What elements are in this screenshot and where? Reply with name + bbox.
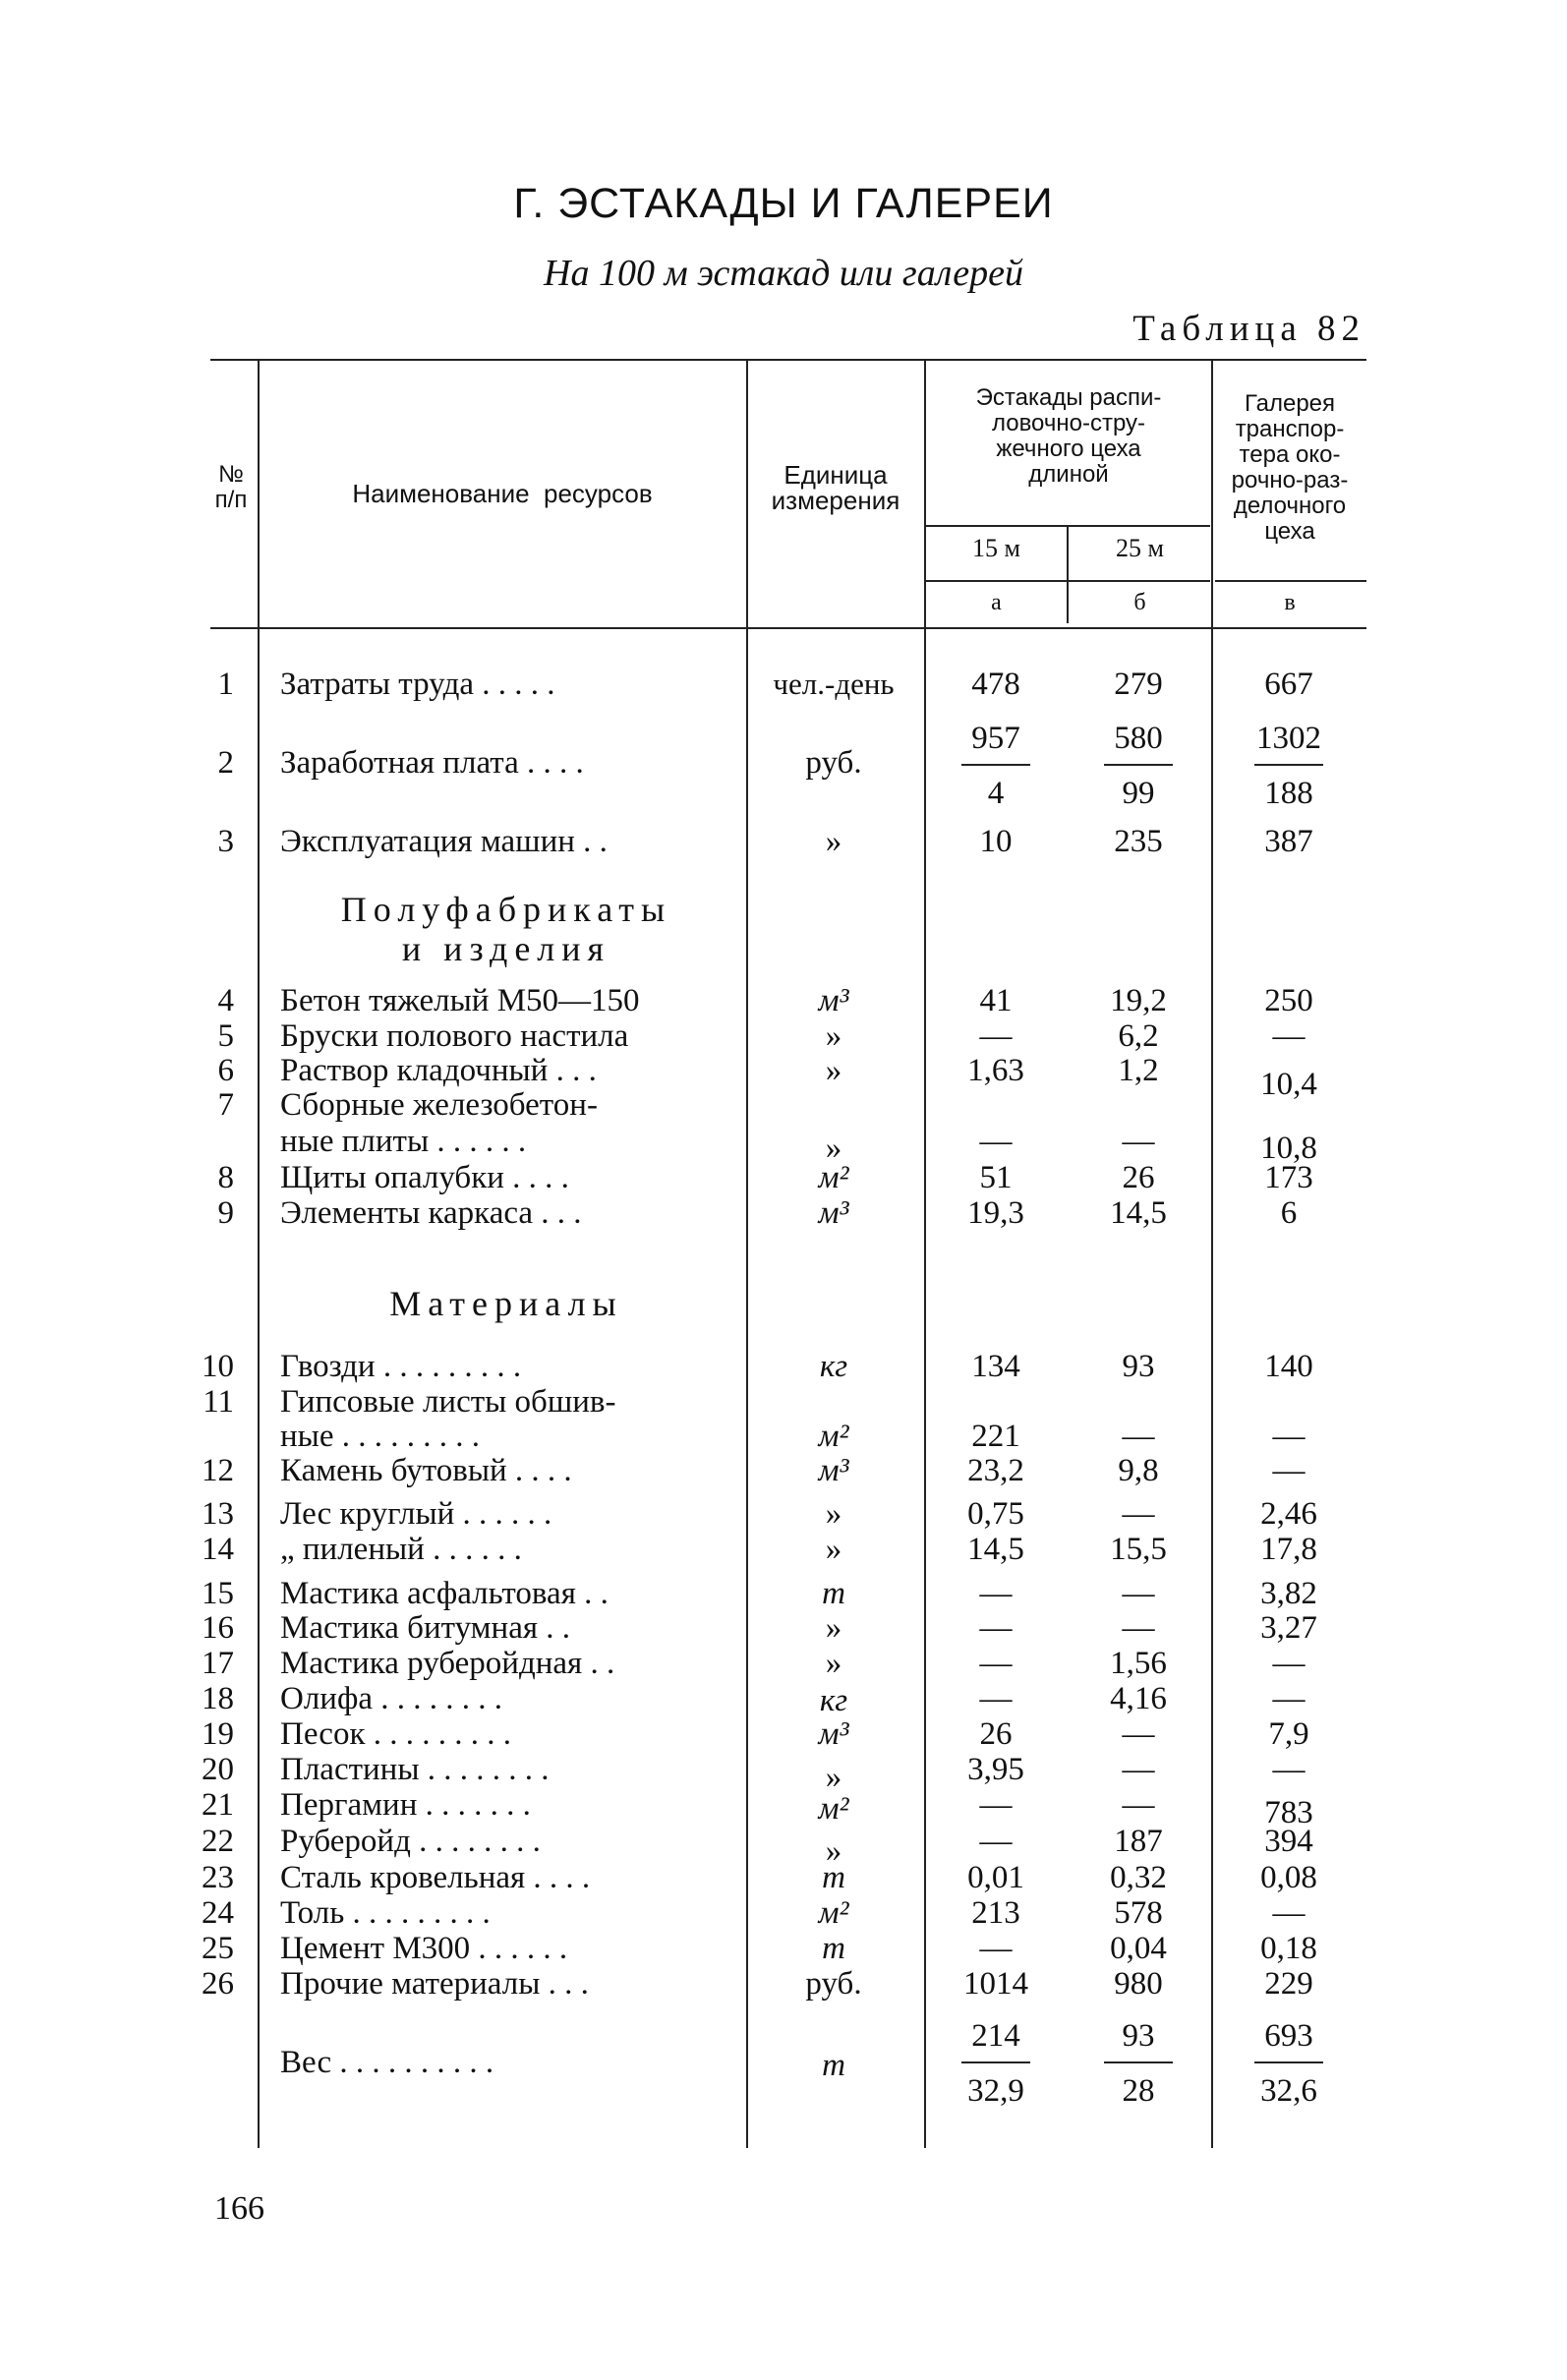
row-num: 25 [202, 1931, 234, 1966]
row-name: Щиты опалубки . . . . [280, 1160, 569, 1195]
row-val-a: 0,01 [967, 1860, 1024, 1895]
header-gallery: Галерея транспор- тера око- рочно-раз- делочного цеха [1231, 390, 1349, 545]
row-val-a: 19,3 [967, 1195, 1024, 1231]
frac-bar [1104, 764, 1173, 766]
frac-denominator: 32,6 [1260, 2073, 1317, 2109]
row-val-c: 17,8 [1260, 1532, 1317, 1567]
row-val-a: 3,95 [967, 1752, 1024, 1787]
row-val-a: 221 [971, 1419, 1020, 1454]
row-val-b: — [1122, 1496, 1155, 1532]
row-unit: т [822, 1576, 845, 1611]
row-name: Гвозди . . . . . . . . . [280, 1349, 522, 1384]
row-val-a: 134 [971, 1349, 1020, 1384]
row-name: Сборные железобетон- [280, 1087, 598, 1123]
frac-numerator: 693 [1264, 2018, 1313, 2054]
table-label: Таблица 82 [1132, 309, 1365, 349]
row-val-a: — [979, 1646, 1013, 1681]
row-unit: » [825, 1833, 842, 1869]
row-unit: м² [818, 1791, 849, 1827]
frac-numerator: 580 [1114, 721, 1163, 756]
row-name: Руберойд . . . . . . . . [280, 1824, 541, 1859]
row-frac-a [927, 721, 1065, 811]
row-unit: » [825, 1646, 842, 1681]
frac-bar [1254, 764, 1323, 766]
row-unit: м³ [818, 1716, 849, 1752]
row-num: 6 [217, 1053, 234, 1088]
row-val-b: 15,5 [1110, 1532, 1167, 1567]
row-num: 3 [217, 824, 234, 859]
row-num: 8 [217, 1160, 234, 1195]
row-num: 15 [202, 1576, 234, 1611]
row-frac-c [1215, 721, 1363, 811]
row-name: Пергамин . . . . . . . [280, 1787, 531, 1823]
row-unit: руб. [805, 1966, 862, 2002]
header-col-b: б [1133, 590, 1146, 615]
row-unit: м² [818, 1419, 849, 1454]
row-name: Пластины . . . . . . . . [280, 1752, 550, 1787]
weight-frac-b [1070, 2018, 1207, 2109]
frac-denominator: 188 [1264, 776, 1313, 811]
row-num: 26 [202, 1966, 234, 2002]
row-val-a: 10 [979, 824, 1013, 859]
row-unit: » [825, 1496, 842, 1532]
row-val-a: — [979, 1824, 1013, 1859]
row-num: 17 [202, 1646, 234, 1681]
row-val-b: — [1122, 1787, 1155, 1823]
row-num: 10 [202, 1349, 234, 1384]
row-val-b: 235 [1114, 824, 1163, 859]
row-val-a: — [979, 1610, 1013, 1646]
row-unit: » [825, 1131, 842, 1166]
row-val-c: — [1272, 1453, 1306, 1488]
row-name: Затраты труда . . . . . [280, 667, 555, 702]
frac-denominator: 32,9 [967, 2073, 1024, 2109]
weight-frac-c [1215, 2018, 1363, 2109]
row-num: 22 [202, 1824, 234, 1859]
row-name: Раствор кладочный . . . [280, 1053, 597, 1088]
row-name: Элементы каркаса . . . [280, 1195, 582, 1231]
row-val-c: 387 [1264, 824, 1313, 859]
page-title: Г. ЭСТАКАДЫ И ГАЛЕРЕИ [513, 180, 1054, 227]
subheader-rule-c [1215, 580, 1366, 582]
row-num: 1 [217, 667, 234, 702]
row-val-c: 7,9 [1268, 1716, 1309, 1752]
header-name: Наименование ресурсов [352, 479, 653, 508]
row-val-c: — [1272, 1681, 1306, 1716]
frac-bar [1104, 2061, 1173, 2063]
row-unit: м³ [818, 1195, 849, 1231]
row-unit: кг [819, 1683, 848, 1718]
row-num: 13 [202, 1496, 234, 1532]
row-name: Мастика руберойдная . . [280, 1646, 615, 1681]
row-val-c: 394 [1264, 1824, 1313, 1859]
row-val-a: 14,5 [967, 1532, 1024, 1567]
row-unit: руб. [805, 745, 862, 781]
header-len15: 15 м [972, 534, 1020, 562]
row-num: 16 [202, 1610, 234, 1646]
row-val-c: 140 [1264, 1349, 1313, 1384]
row-name: Мастика битумная . . [280, 1610, 571, 1646]
row-val-b: 980 [1114, 1966, 1163, 2002]
row-num: 7 [217, 1087, 234, 1123]
row-name-cont: ные плиты . . . . . . [280, 1124, 527, 1159]
header-len25: 25 м [1116, 534, 1164, 562]
row-num: 19 [202, 1716, 234, 1752]
row-val-b: 4,16 [1110, 1681, 1167, 1716]
row-val-c: — [1272, 1419, 1306, 1454]
row-name: Песок . . . . . . . . . [280, 1716, 511, 1752]
col-divider-3 [924, 359, 926, 2148]
row-num: 9 [217, 1195, 234, 1231]
row-val-c: 783 [1264, 1795, 1313, 1830]
header-unit: Единица измерения [771, 460, 900, 515]
row-val-a: — [979, 1018, 1013, 1054]
row-name: Бетон тяжелый М50—150 [280, 983, 640, 1018]
page-number: 166 [214, 2190, 264, 2227]
row-unit: м² [818, 1895, 849, 1931]
row-val-b: 26 [1122, 1160, 1155, 1195]
row-val-b: 1,56 [1110, 1646, 1167, 1681]
row-name: Олифа . . . . . . . . [280, 1681, 502, 1716]
col-divider-1 [258, 359, 260, 2148]
row-name: Камень бутовый . . . . [280, 1453, 572, 1488]
row-name-cont: ные . . . . . . . . . [280, 1419, 480, 1454]
row-num: 14 [202, 1532, 234, 1567]
row-val-c: — [1272, 1646, 1306, 1681]
row-val-c: — [1272, 1018, 1306, 1054]
row-unit: м³ [818, 1453, 849, 1488]
frac-numerator: 93 [1122, 2018, 1155, 2054]
row-num: 5 [217, 1018, 234, 1054]
row-val-b: 9,8 [1118, 1453, 1159, 1488]
row-val-c: 10,8 [1260, 1131, 1317, 1166]
row-val-b: — [1122, 1576, 1155, 1611]
row-val-a: — [979, 1931, 1013, 1966]
table-top-rule [210, 359, 1366, 361]
row-val-b: — [1122, 1610, 1155, 1646]
row-unit: » [825, 1610, 842, 1646]
row-val-b: — [1122, 1752, 1155, 1787]
row-num: 20 [202, 1752, 234, 1787]
row-name: Цемент М300 . . . . . . [280, 1931, 568, 1966]
row-val-c: 0,08 [1260, 1860, 1317, 1895]
row-val-c: 229 [1264, 1966, 1313, 2002]
row-name: Бруски полового настила [280, 1018, 629, 1054]
row-val-c: 2,46 [1260, 1496, 1317, 1532]
section-materials: Материалы [389, 1284, 623, 1323]
row-val-b: 187 [1114, 1824, 1163, 1859]
frac-numerator: 214 [971, 2018, 1020, 2054]
row-val-b: 93 [1122, 1349, 1155, 1384]
row-unit: » [825, 1018, 842, 1054]
row-name: „ пиленый . . . . . . [280, 1532, 522, 1567]
row-name: Толь . . . . . . . . . [280, 1895, 491, 1931]
header-group: Эстакады распи- ловочно-стру- жечного цеха длиной [975, 384, 1162, 488]
row-val-a: 41 [979, 983, 1013, 1018]
row-num: 18 [202, 1681, 234, 1716]
col-divider-5 [1211, 359, 1213, 2148]
row-num: 23 [202, 1860, 234, 1895]
row-val-c: 10,4 [1260, 1067, 1317, 1102]
frac-numerator: 957 [971, 721, 1020, 756]
frac-denominator: 4 [987, 776, 1005, 811]
row-val-b: 6,2 [1118, 1018, 1159, 1054]
weight-frac-a [927, 2018, 1065, 2109]
row-val-b: 578 [1114, 1895, 1163, 1931]
row-unit: м² [818, 1160, 849, 1195]
row-val-a: 26 [979, 1716, 1013, 1752]
header-col-c: в [1284, 590, 1296, 615]
row-name: Сталь кровельная . . . . [280, 1860, 591, 1895]
row-name: Гипсовые листы обшив- [280, 1384, 616, 1420]
weight-unit: т [822, 2048, 845, 2083]
row-val-c: 173 [1264, 1160, 1313, 1195]
header-num: № п/п [214, 461, 248, 513]
frac-numerator: 1302 [1256, 721, 1321, 756]
header-col-a: а [991, 590, 1002, 615]
row-val-c: 250 [1264, 983, 1313, 1018]
row-unit: » [825, 1532, 842, 1567]
row-val-c: 667 [1264, 667, 1313, 702]
row-val-a: 1014 [963, 1966, 1028, 2002]
row-val-b: 19,2 [1110, 983, 1167, 1018]
row-unit: » [825, 1053, 842, 1088]
row-val-a: — [979, 1124, 1013, 1159]
row-val-c: 0,18 [1260, 1931, 1317, 1966]
row-val-a: 0,75 [967, 1496, 1024, 1532]
frac-denominator: 99 [1122, 776, 1155, 811]
row-unit: м³ [818, 983, 849, 1018]
row-val-a: — [979, 1681, 1013, 1716]
row-num: 2 [217, 745, 234, 781]
row-unit: » [825, 1760, 842, 1795]
row-val-a: 51 [979, 1160, 1013, 1195]
frac-bar [1254, 2061, 1323, 2063]
row-val-c: — [1272, 1752, 1306, 1787]
frac-bar [961, 2061, 1030, 2063]
row-val-b: — [1122, 1124, 1155, 1159]
row-val-c: 6 [1280, 1195, 1298, 1231]
row-val-c: — [1272, 1895, 1306, 1931]
frac-denominator: 28 [1122, 2073, 1155, 2109]
frac-bar [961, 764, 1030, 766]
row-val-a: — [979, 1787, 1013, 1823]
row-val-b: — [1122, 1419, 1155, 1454]
row-num: 24 [202, 1895, 234, 1931]
row-val-b: 14,5 [1110, 1195, 1167, 1231]
row-num: 11 [203, 1384, 234, 1420]
row-num: 12 [202, 1453, 234, 1488]
row-val-b: — [1122, 1716, 1155, 1752]
row-val-b: 279 [1114, 667, 1163, 702]
row-val-a: 1,63 [967, 1053, 1024, 1088]
row-num: 21 [202, 1787, 234, 1823]
row-val-c: 3,82 [1260, 1576, 1317, 1611]
row-val-a: 478 [971, 667, 1020, 702]
row-unit: кг [819, 1349, 848, 1384]
row-val-c: 3,27 [1260, 1610, 1317, 1646]
row-val-b: 0,04 [1110, 1931, 1167, 1966]
row-val-a: 213 [971, 1895, 1020, 1931]
row-name: Эксплуатация машин . . [280, 824, 608, 859]
row-name: Заработная плата . . . . [280, 745, 584, 781]
section-semi-products: Полуфабрикаты и изделия [340, 890, 672, 968]
page-subtitle: На 100 м эстакад или галерей [544, 253, 1023, 294]
row-val-b: 0,32 [1110, 1860, 1167, 1895]
row-num: 4 [217, 983, 234, 1018]
row-name: Лес круглый . . . . . . [280, 1496, 552, 1532]
row-unit: » [825, 824, 842, 859]
row-val-a: — [979, 1576, 1013, 1611]
row-name: Прочие материалы . . . [280, 1966, 589, 2002]
header-bottom-rule [210, 627, 1366, 629]
row-unit: т [822, 1931, 845, 1966]
row-val-b: 1,2 [1118, 1053, 1159, 1088]
row-name: Мастика асфальтовая . . [280, 1576, 609, 1611]
row-frac-b [1070, 721, 1207, 811]
weight-name: Вес . . . . . . . . . . [280, 2045, 494, 2080]
row-val-a: 23,2 [967, 1453, 1024, 1488]
row-unit: т [822, 1860, 845, 1895]
row-unit: чел.-день [773, 667, 895, 701]
